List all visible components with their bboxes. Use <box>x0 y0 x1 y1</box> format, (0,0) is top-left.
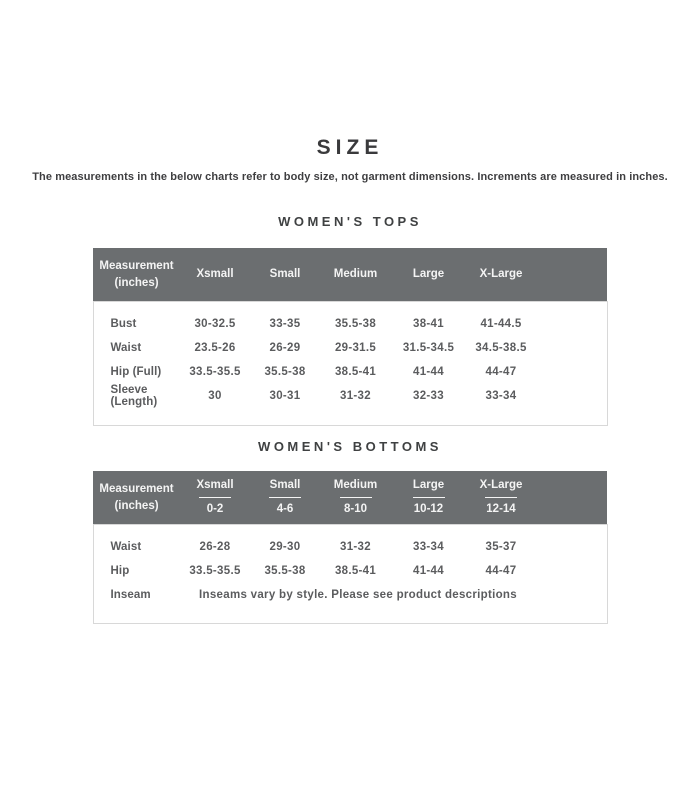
cell-value: 33.5-35.5 <box>189 565 241 577</box>
cell-value: 31-32 <box>340 390 371 402</box>
cell-value: 33.5-35.5 <box>189 366 241 378</box>
cell-value: 26-29 <box>269 342 301 354</box>
cell-value: 41-44 <box>413 565 444 577</box>
table-row-bust <box>93 302 607 337</box>
cell-value: 31.5-34.5 <box>402 342 455 354</box>
bottoms-header-small: Small 4-6 <box>269 479 301 515</box>
cell-value: 33-34 <box>485 390 517 402</box>
inseam-note: Inseams vary by style. Please see product descriptions <box>199 589 517 601</box>
size-divider-line <box>485 497 517 498</box>
row-label: Sleeve (Length) <box>110 384 158 408</box>
table-row-hip <box>93 559 607 583</box>
cell-value: 38.5-41 <box>334 366 377 378</box>
cell-value: 35.5-38 <box>264 366 306 378</box>
cell-value: 44-47 <box>485 565 517 577</box>
womens-bottoms-table <box>93 471 608 624</box>
table-row-waist <box>93 336 607 360</box>
row-label: Bust <box>110 318 137 330</box>
row-label: Hip <box>110 565 130 577</box>
table-row-hip-full <box>93 360 607 384</box>
bottoms-table-body <box>93 525 607 624</box>
tops-header-large: Large <box>412 268 445 281</box>
tops-header-small: Small <box>269 268 301 281</box>
tops-table-body <box>93 302 607 426</box>
cell-value: 35-37 <box>485 541 517 553</box>
cell-value: 26-28 <box>199 541 231 553</box>
cell-value: 41-44.5 <box>480 318 522 330</box>
table-row-inseam <box>93 583 607 624</box>
table-row-waist <box>93 525 607 560</box>
bottoms-header-medium: Medium 8-10 <box>333 479 378 515</box>
row-label: Inseam <box>110 589 151 601</box>
page-title: SIZE <box>316 136 384 159</box>
bottoms-table-header <box>93 471 607 525</box>
cell-value: 31-32 <box>340 541 371 553</box>
cell-value: 33-35 <box>269 318 301 330</box>
tops-header-xlarge: X-Large <box>479 268 523 281</box>
size-divider-line <box>199 497 231 498</box>
cell-value: 44-47 <box>485 366 517 378</box>
tops-header-xsmall: Xsmall <box>196 268 234 281</box>
tops-header-medium: Medium <box>333 268 378 281</box>
cell-value: 41-44 <box>413 366 444 378</box>
row-label: Hip (Full) <box>110 366 162 378</box>
womens-tops-table <box>93 248 608 426</box>
cell-value: 30-31 <box>269 390 301 402</box>
cell-value: 34.5-38.5 <box>475 342 527 354</box>
cell-value: 38.5-41 <box>334 565 377 577</box>
section-title-womens-bottoms: WOMEN'S BOTTOMS <box>258 439 442 454</box>
cell-value: 35.5-38 <box>264 565 306 577</box>
section-title-womens-tops: WOMEN'S TOPS <box>278 214 422 229</box>
measurement-disclaimer: The measurements in the below charts refer to body size, not garment dimensions. Increments are measured in inches. <box>32 171 668 183</box>
cell-value: 33-34 <box>413 541 444 553</box>
cell-value: 29-30 <box>269 541 301 553</box>
tops-header-spacer <box>536 248 607 302</box>
tops-table-header <box>93 248 607 302</box>
size-divider-line <box>340 497 372 498</box>
cell-value: 30-32.5 <box>194 318 236 330</box>
cell-value: 30 <box>208 390 222 402</box>
row-label: Waist <box>110 342 142 354</box>
bottoms-header-xsmall: Xsmall 0-2 <box>196 479 234 515</box>
cell-value: 23.5-26 <box>194 342 236 354</box>
tops-header-measurement: Measurement (inches) <box>99 259 174 289</box>
size-divider-line <box>269 497 301 498</box>
size-divider-line <box>413 497 445 498</box>
cell-value: 35.5-38 <box>334 318 377 330</box>
cell-value: 29-31.5 <box>334 342 377 354</box>
row-label: Waist <box>110 541 142 553</box>
bottoms-header-spacer <box>536 471 607 525</box>
bottoms-header-measurement: Measurement (inches) <box>99 482 174 512</box>
bottoms-header-xlarge: X-Large 12-14 <box>479 479 523 515</box>
cell-value: 32-33 <box>413 390 444 402</box>
cell-value: 38-41 <box>413 318 444 330</box>
table-row-sleeve-length <box>93 384 607 426</box>
bottoms-header-large: Large 10-12 <box>412 479 445 515</box>
